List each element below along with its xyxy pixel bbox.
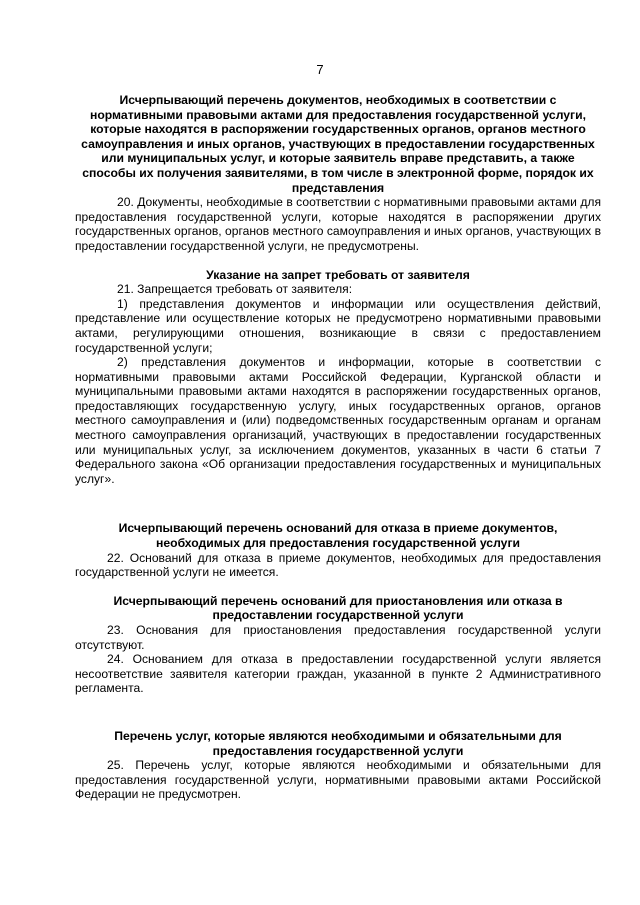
paragraph-25: 25. Перечень услуг, которые являются необходимыми и обязательными для предоставления государственной услуги, нормативными правовыми актами Российской Федерации не предусмотрен. (75, 758, 601, 802)
paragraph-21-item-1: 1) представления документов и информации или осуществления действий, представление или осуществление которых не предусмотрено нормативными правовыми актами, регулирующими отношения, возникающие в связи с предоставлением государственной услуги; (75, 296, 601, 355)
section-documents-list (75, 93, 601, 254)
section-heading: Перечень услуг, которые являются необходимыми и обязательными для предоставления государственной услуги (114, 728, 562, 758)
section-heading: Исчерпывающий перечень оснований для отказа в приеме документов, необходимых для предоставления государственной услуги (118, 521, 558, 551)
paragraph-21: 21. Запрещается требовать от заявителя: (117, 282, 353, 297)
section-suspension-refusal (75, 594, 601, 696)
document-body (75, 93, 601, 802)
section-heading: Исчерпывающий перечень документов, необходимых в соответствии с нормативными правовыми актами для предоставления государственной услуги, которые находятся в распоряжении государственных органов, органов местного самоуправления и иных органов, участвующих в предоставлении государственных или муниципальных услуг, и которые заявитель вправе представить, а также способы их получения заявителями, в том числе в электронной форме, порядок их представления (81, 93, 595, 195)
section-prohibition (75, 268, 601, 487)
paragraph-22: 22. Оснований для отказа в приеме документов, необходимых для предоставления государственной услуги не имеется. (75, 550, 601, 580)
page-number: 7 (316, 62, 324, 77)
section-heading: Указание на запрет требовать от заявителя (206, 267, 470, 282)
paragraph-24: 24. Основанием для отказа в предоставлении государственной услуги является несоответствие заявителя категории граждан, указанной в пункте 2 Административного регламента. (75, 652, 601, 696)
paragraph-20: 20. Документы, необходимые в соответствии с нормативными правовыми актами для предоставления государственной услуги, которые находятся в распоряжении других государственных органов, органов местного самоуправления и иных органов, участвующих в предоставлении государственной услуги, не предусмотрены. (75, 195, 601, 253)
section-heading: Исчерпывающий перечень оснований для приостановления или отказа в предоставлении государственной услуги (113, 593, 563, 623)
section-required-services (75, 729, 601, 802)
paragraph-23: 23. Основания для приостановления предоставления государственной услуги отсутствуют. (75, 623, 601, 652)
section-refusal-acceptance (75, 521, 601, 579)
paragraph-21-item-2: 2) представления документов и информации, которые в соответствии с нормативными правовыми актами Российской Федерации, Курганской области и муниципальными правовыми актами находятся в распоряжении государственных органов, предоставляющих государственную услугу, иных государственных органов, органов местного самоуправления и (или) подведомственных государственным органам и органам местного самоуправления организаций, участвующих в предоставлении государственных или муниципальных услуг, за исключением документов, указанных в части 6 статьи 7 Федерального закона «Об организации предоставления государственных и муниципальных услуг». (75, 355, 601, 486)
